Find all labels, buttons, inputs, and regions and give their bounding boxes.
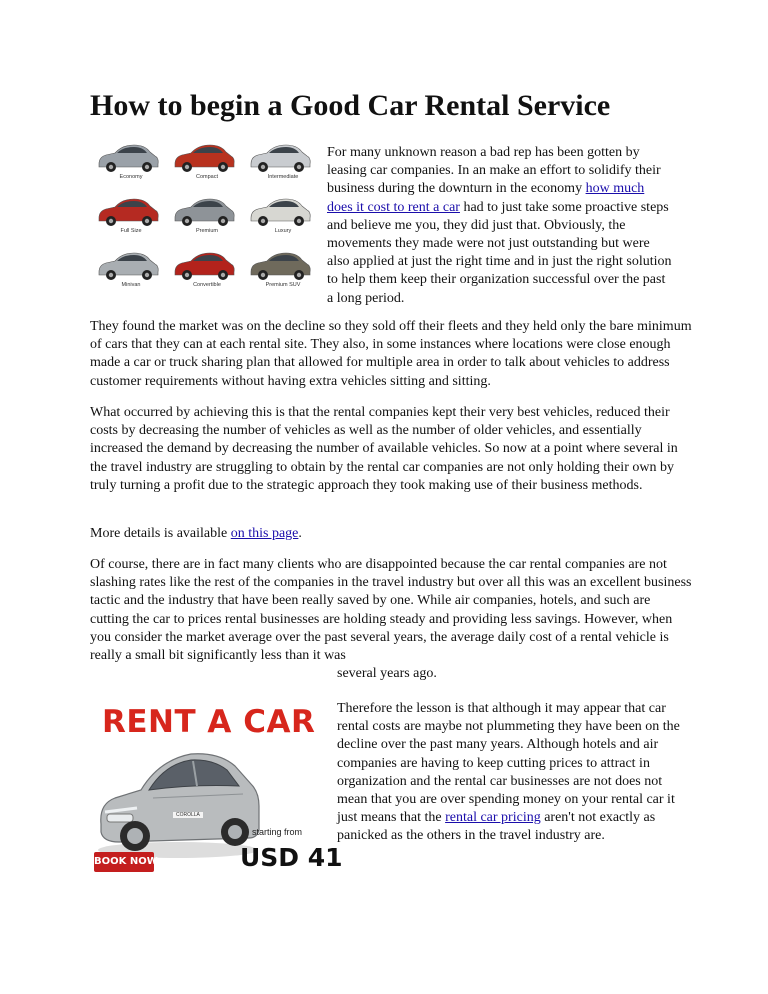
car-category-label: Minivan bbox=[121, 282, 141, 288]
rent-a-car-ad bbox=[88, 700, 343, 878]
paragraph-rental-results: What occurred by achieving this is that the rental companies kept their very best vehicles, reduced their costs by decreasing the number of vehicles as well as the number of older vehicles, and essentially increased the demand by decreasing the number of available vehicles. So now at a point where several in the travel industry are struggling to obtain by the rental car companies are not only holding their own by truly turning a profit due to the strategic approach they took making use of their business methods. bbox=[90, 405, 678, 493]
car-icon bbox=[247, 248, 313, 282]
car-category-label: Compact bbox=[195, 174, 218, 180]
ad-title: RENT A CAR bbox=[102, 704, 316, 740]
rental-car-pricing-link[interactable]: rental car pricing bbox=[445, 810, 541, 826]
how-much-rent-link[interactable]: how much does it cost to rent a car bbox=[327, 181, 645, 215]
car-icon bbox=[95, 194, 161, 228]
book-now-label: BOOK NOW bbox=[94, 856, 158, 867]
more-details-paragraph bbox=[90, 525, 690, 543]
ad-plate: COROLLA bbox=[173, 812, 203, 818]
car-image bbox=[93, 732, 263, 862]
car-category-item bbox=[247, 194, 319, 246]
car-category-item bbox=[95, 248, 167, 300]
paragraph-disappointed-clients-end: several years ago. bbox=[337, 666, 437, 681]
lesson-text-end: aren't not exactly as panicked as the others in the travel industry are. bbox=[337, 810, 656, 844]
car-category-label: Premium SUV bbox=[265, 282, 301, 288]
book-now-button[interactable] bbox=[94, 852, 158, 872]
car-category-label: Economy bbox=[119, 174, 143, 180]
intro-text-end: had to just take some proactive steps and believe me you, they did just that. Obviously, the movements they made were not just outstanding but were also applied at just the right time and in just the right solution to help them keep their organization successful over the past a long period. bbox=[327, 199, 672, 306]
lesson-text-start: Therefore the lesson is that although it may appear that car rental costs are maybe not plummeting they have been on the decline over the past many years. Although hotels and air companies are having to keep cutting prices to attract in organization and the rental car businesses are not does not mean that you are over spending money on your rental car it just means that the bbox=[337, 701, 680, 826]
ad-price: USD 41 bbox=[240, 843, 343, 872]
car-icon bbox=[171, 140, 237, 174]
lesson-paragraph bbox=[337, 700, 682, 846]
more-text-end: . bbox=[298, 526, 302, 541]
car-icon bbox=[247, 140, 313, 174]
car-icon bbox=[95, 140, 161, 174]
car-category-item bbox=[171, 140, 243, 192]
car-category-label: Full Size bbox=[120, 228, 142, 234]
paragraph-disappointed-clients: Of course, there are in fact many clients who are disappointed because the car rental companies are not slashing rates like the rest of the companies in the travel industry but over all this was an excellent business tactic and the industry that have been really saved by one. While air companies, hotels, and such are cutting the car to prices rental businesses are holding steady and providing less savings. However, when you consider the market average over the past several years, the average daily cost of a rental vehicle is really a small bit significantly less than it was bbox=[90, 557, 692, 664]
car-category-item bbox=[95, 194, 167, 246]
intro-paragraph bbox=[327, 144, 672, 308]
car-category-item bbox=[171, 194, 243, 246]
page-title: How to begin a Good Car Rental Service bbox=[90, 89, 611, 122]
paragraph-market-decline: They found the market was on the decline so they sold off their fleets and they held only the bare minimum of cars that they can at each rental site. They also, in some instances where locations were close enough made a car or truck sharing plan that allowed for multiple area in order to talk about vehicles to address customer requirements without having extra vehicles sitting and sitting. bbox=[90, 319, 692, 389]
ad-starting-from: starting from bbox=[252, 827, 303, 837]
car-category-item bbox=[247, 248, 319, 300]
car-category-item bbox=[95, 140, 167, 192]
car-category-label: Intermediate bbox=[267, 174, 299, 180]
car-category-label: Luxury bbox=[274, 228, 292, 234]
car-category-item bbox=[171, 248, 243, 300]
car-category-item bbox=[247, 140, 319, 192]
car-icon bbox=[247, 194, 313, 228]
intro-text-start: For many unknown reason a bad rep has been gotten by leasing car companies. In an make an effort to solidify their business during the downturn in the economy bbox=[327, 145, 661, 197]
car-icon bbox=[171, 248, 237, 282]
car-category-label: Convertible bbox=[193, 282, 221, 288]
more-text-start: More details is available bbox=[90, 526, 231, 541]
car-icon bbox=[95, 248, 161, 282]
car-category-label: Premium bbox=[195, 228, 218, 234]
on-this-page-link[interactable]: on this page bbox=[230, 526, 299, 541]
car-categories-image bbox=[95, 140, 317, 300]
car-icon bbox=[171, 194, 237, 228]
